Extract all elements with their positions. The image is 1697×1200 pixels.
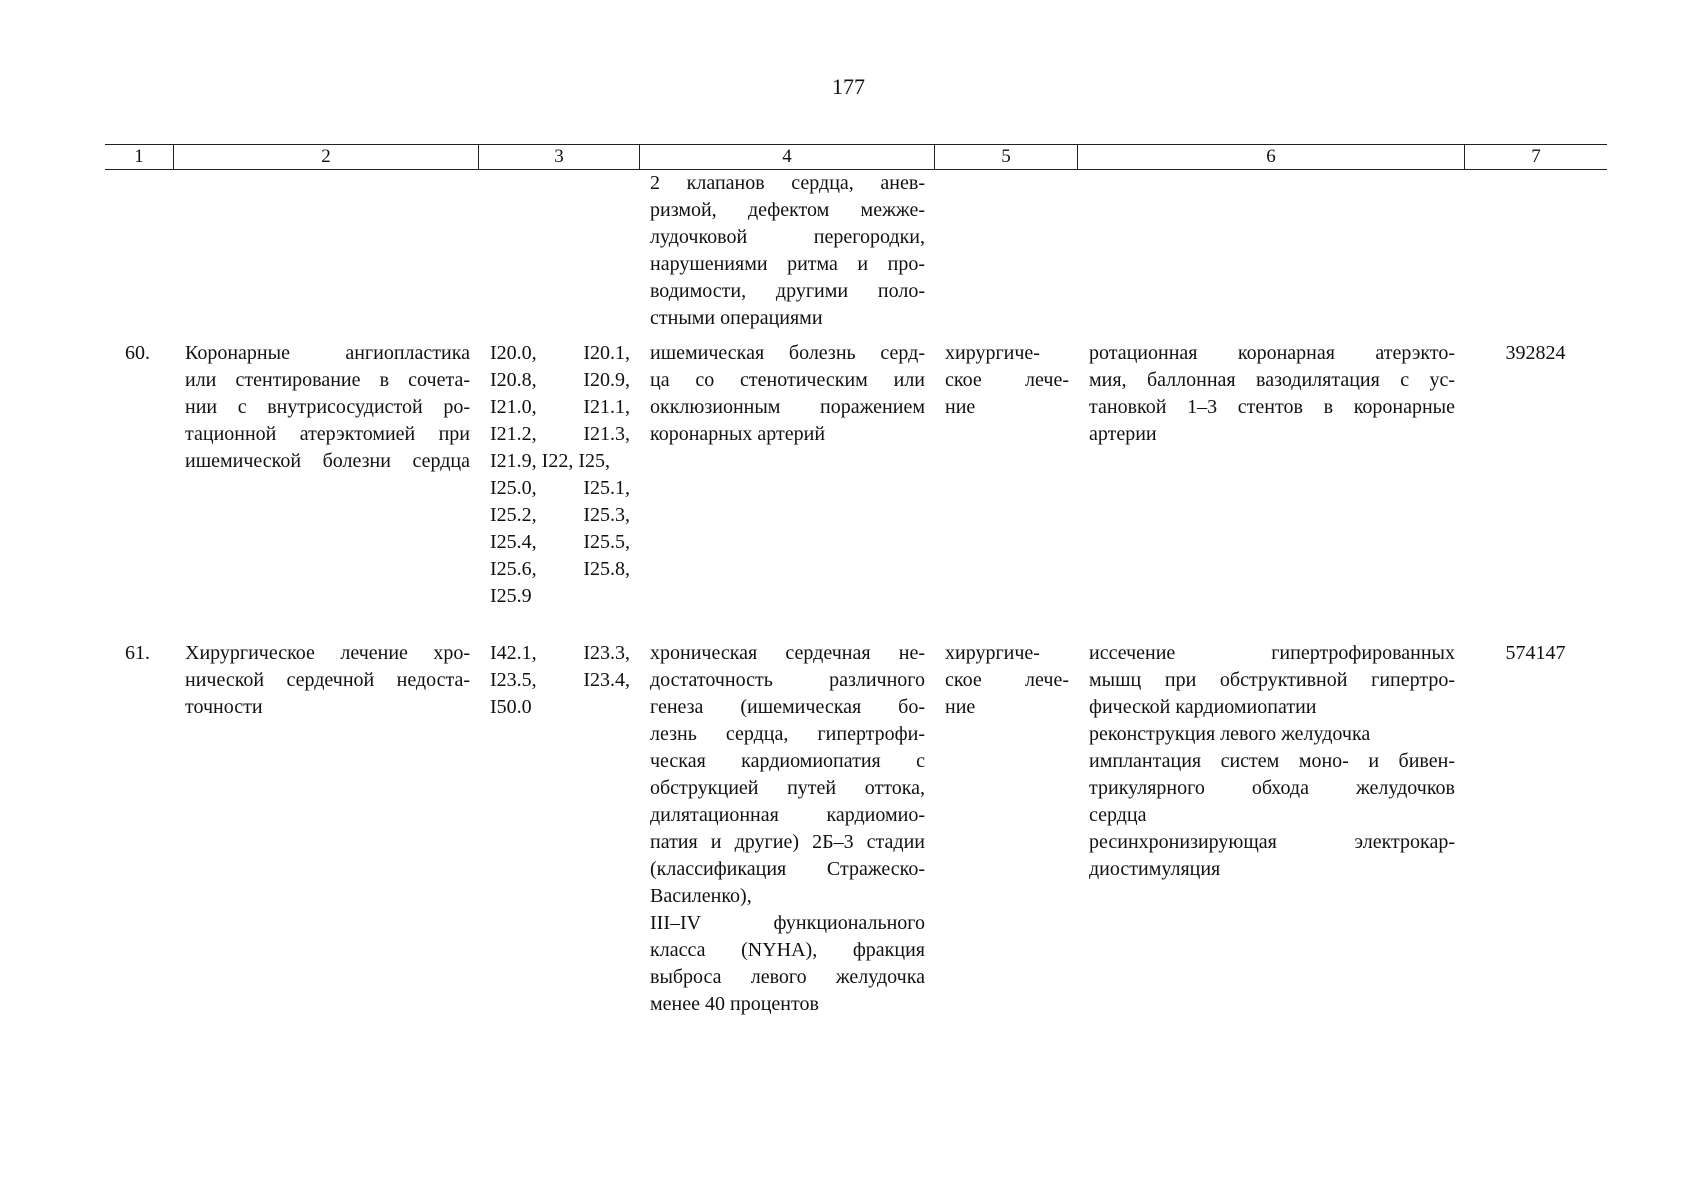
- diagnosis: [650, 340, 925, 448]
- standard-cost: 392824: [1505, 342, 1566, 364]
- text-line: III–IV функционального: [650, 912, 925, 934]
- table-row-continuation: [105, 170, 1607, 340]
- icd-code: I20.0,: [490, 342, 537, 364]
- header-col-1: 1: [134, 146, 144, 167]
- text-line: диостимуляция: [1089, 858, 1221, 880]
- text-line: мия, баллонная вазодилятация с ус-: [1089, 369, 1455, 391]
- text-line: ца со стенотическим или: [650, 369, 925, 391]
- text-line: выброса левого желудочка: [650, 966, 925, 988]
- text-line: тановкой 1–3 стентов в коронарные: [1089, 396, 1455, 418]
- text-line: дилятационная кардиомио-: [650, 804, 925, 826]
- text-line: или стентирование в сочета-: [185, 369, 470, 391]
- text-line: хирургиче-: [945, 342, 1040, 364]
- header-col-4: 4: [639, 145, 934, 169]
- text-line: водимости, другими поло-: [650, 280, 925, 302]
- table-row: [105, 340, 1607, 640]
- icd-code: I50.0: [490, 696, 532, 718]
- header-col-3: 3: [478, 145, 639, 169]
- text-line: реконструкция левого желудочка: [1089, 723, 1371, 745]
- text-line: фической кардиомиопатии: [1089, 696, 1317, 718]
- text-line: нической сердечной недоста-: [185, 669, 470, 691]
- text-line: нарушениями ритма и про-: [650, 253, 925, 275]
- text-line: достаточность различного: [650, 669, 925, 691]
- standard-cost: 574147: [1505, 642, 1566, 664]
- text-line: стными операциями: [650, 307, 823, 329]
- text-line: Коронарные ангиопластика: [185, 342, 470, 364]
- header-col-2: 2: [173, 145, 478, 169]
- icd-code: I25.3,: [583, 504, 630, 526]
- text-line: ское лече-: [945, 369, 1069, 391]
- header-col-5: 5: [934, 145, 1077, 169]
- icd-code: I20.8,: [490, 369, 537, 391]
- text-line: 2 клапанов сердца, анев-: [650, 172, 925, 194]
- text-line: артерии: [1089, 423, 1157, 445]
- page-number: 177: [832, 74, 865, 99]
- procedures-table: [105, 144, 1607, 1040]
- treatment-method: [1089, 640, 1455, 883]
- header-col-7: 7: [1464, 145, 1607, 169]
- text-line: хроническая сердечная не-: [650, 642, 925, 664]
- icd-code: I42.1,: [490, 642, 537, 664]
- text-line: Хирургическое лечение хро-: [185, 642, 470, 664]
- text-line: нии с внутрисосудистой ро-: [185, 396, 470, 418]
- text-line: ское лече-: [945, 669, 1069, 691]
- icd-code: I25.1,: [583, 477, 630, 499]
- row-number: 61.: [125, 642, 150, 664]
- icd-code: I21.0,: [490, 396, 537, 418]
- icd-code: I23.5,: [490, 669, 537, 691]
- icd-code: I20.1,: [583, 342, 630, 364]
- text-line: иссечение гипертрофированных: [1089, 642, 1455, 664]
- icd-code: I23.4,: [583, 669, 630, 691]
- text-line: имплантация систем моно- и бивен-: [1089, 750, 1455, 772]
- text-line: ние: [945, 696, 976, 718]
- text-line: менее 40 процентов: [650, 993, 819, 1015]
- text-line: ческая кардиомиопатия с: [650, 750, 925, 772]
- treatment-type: [945, 340, 1069, 421]
- icd-code: I25.8,: [583, 558, 630, 580]
- icd-code: I20.9,: [583, 369, 630, 391]
- continuation-diagnosis: [650, 170, 925, 332]
- row-number: 60.: [125, 342, 150, 364]
- icd-code: I21.9, I22, I25,: [490, 450, 610, 472]
- text-line: точности: [185, 696, 263, 718]
- procedure-name: [185, 640, 470, 721]
- text-line: ние: [945, 396, 976, 418]
- icd-code: I25.4,: [490, 531, 537, 553]
- text-line: Василенко),: [650, 885, 752, 907]
- text-line: обструкцией путей оттока,: [650, 777, 925, 799]
- icd-code: I21.1,: [583, 396, 630, 418]
- text-line: тационной атерэктомией при: [185, 423, 470, 445]
- text-line: сердца: [1089, 804, 1147, 826]
- treatment-type: [945, 640, 1069, 721]
- text-line: класса (NYHA), фракция: [650, 939, 925, 961]
- text-line: окклюзионным поражением: [650, 396, 925, 418]
- text-line: патия и другие) 2Б–3 стадии: [650, 831, 925, 853]
- procedure-name: [185, 340, 470, 475]
- icd-code: I25.6,: [490, 558, 537, 580]
- text-line: генеза (ишемическая бо-: [650, 696, 925, 718]
- icd-code: I25.5,: [583, 531, 630, 553]
- icd-code: I25.9: [490, 585, 532, 607]
- text-line: лудочковой перегородки,: [650, 226, 925, 248]
- icd-codes: [490, 640, 630, 721]
- text-line: ишемической болезни сердца: [185, 450, 470, 472]
- icd-codes: [490, 340, 630, 610]
- treatment-method: [1089, 340, 1455, 448]
- text-line: ротационная коронарная атерэкто-: [1089, 342, 1455, 364]
- text-line: мышц при обструктивной гипертро-: [1089, 669, 1455, 691]
- icd-code: I21.2,: [490, 423, 537, 445]
- icd-code: I21.3,: [583, 423, 630, 445]
- text-line: лезнь сердца, гипертрофи-: [650, 723, 925, 745]
- text-line: (классификация Стражеско-: [650, 858, 925, 880]
- diagnosis: [650, 640, 925, 1018]
- text-line: коронарных артерий: [650, 423, 826, 445]
- text-line: ишемическая болезнь серд-: [650, 342, 925, 364]
- text-line: ризмой, дефектом межже-: [650, 199, 925, 221]
- header-col-6: 6: [1077, 145, 1464, 169]
- text-line: ресинхронизирующая электрокар-: [1089, 831, 1455, 853]
- icd-code: I23.3,: [583, 642, 630, 664]
- table-header-row: [105, 144, 1607, 170]
- table-row: [105, 640, 1607, 1040]
- text-line: хирургиче-: [945, 642, 1040, 664]
- text-line: трикулярного обхода желудочков: [1089, 777, 1455, 799]
- icd-code: I25.2,: [490, 504, 537, 526]
- icd-code: I25.0,: [490, 477, 537, 499]
